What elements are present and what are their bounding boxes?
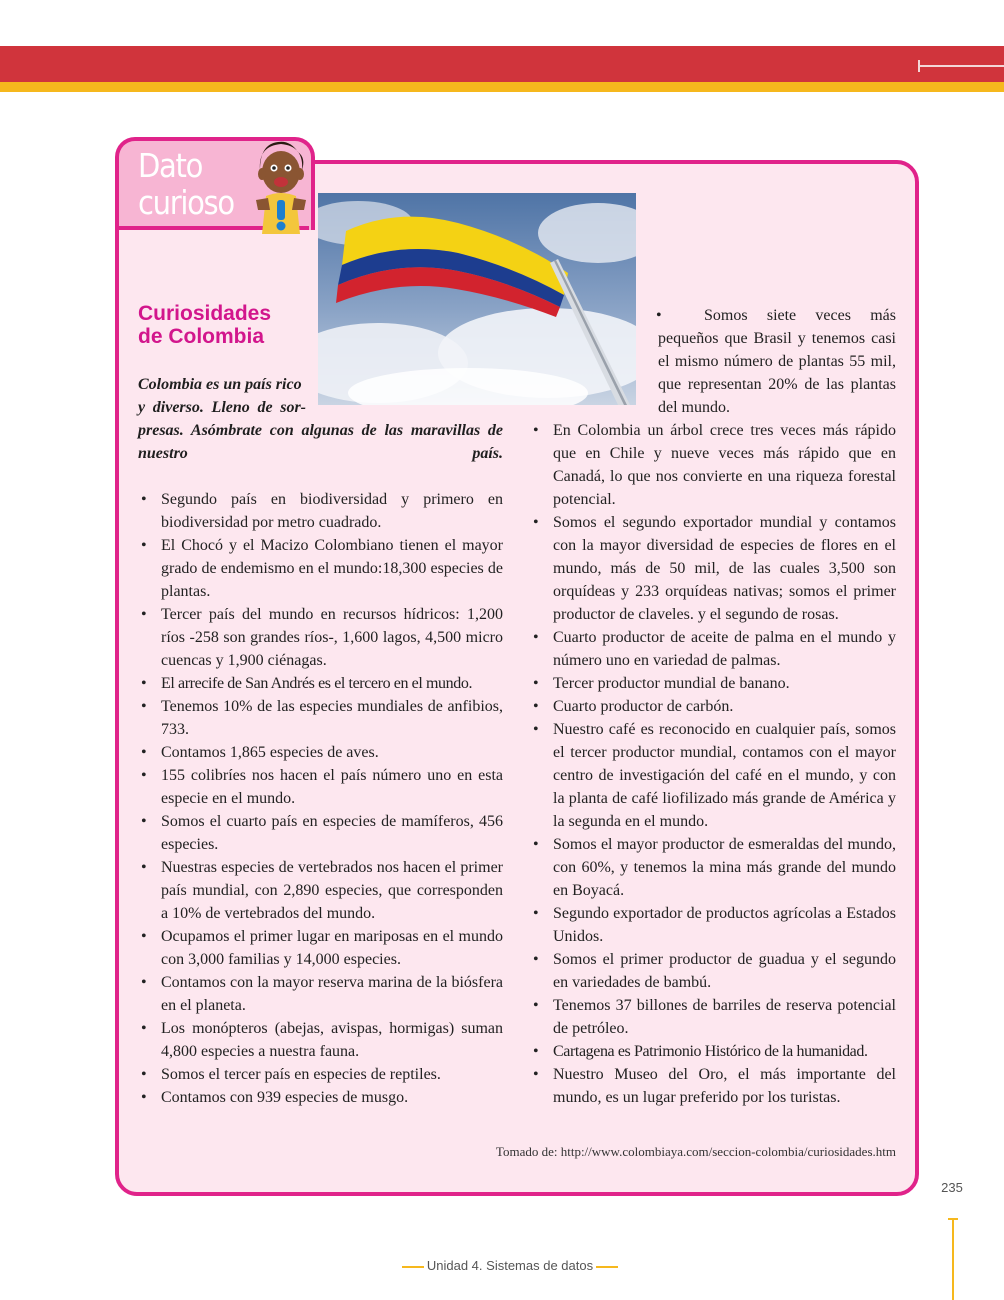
list-item: • Nuestro Museo del Oro, el más importante del mundo, es un lugar preferido por los turistas. (530, 1063, 896, 1109)
right-first-text: Somos siete veces más pequeños que Brasil y tenemos casi el mismo número de plantas 55 mil, que representan 20% de las plantas del mundo. (658, 307, 896, 416)
intro-rest: presas. Asómbrate con algunas de las maravillas de nuestro país. (138, 422, 503, 462)
list-item: • Tenemos 37 billones de barriles de reserva potencial de petróleo. (530, 994, 896, 1040)
list-item: • Ocupamos el primer lugar en mariposas en el mundo con 3,000 familias y 14,000 especies. (138, 925, 503, 971)
fact-tab-title-line2: curioso (138, 183, 234, 222)
right-fact-list (530, 419, 896, 1109)
fact-tab-title-line1: Dato (138, 146, 203, 185)
intro-line2: y diverso. Lleno de sor- (138, 399, 306, 416)
list-item: • En Colombia un árbol crece tres veces más rápido que en Chile y nueve veces más rápido que en Canadá, lo que nos convierte en una riqueza forestal potencial. (530, 419, 896, 511)
list-item: • Tercer país del mundo en recursos hídricos: 1,200 ríos -258 son grandes ríos-, 1,600 lagos, 4,500 micro cuencas y 1,900 ciénagas. (138, 603, 503, 672)
list-item: • El arrecife de San Andrés es el tercero en el mundo. (138, 672, 503, 695)
list-item: • Nuestro café es reconocido en cualquier país, somos el tercer productor mundial, contamos con el mayor centro de investigación del café en el mundo, y con la planta de café liofilizado más grande de América y la segunda en el mundo. (530, 718, 896, 833)
bullet-icon: • (656, 307, 662, 324)
list-item: • Contamos con la mayor reserva marina de la biósfera en el planeta. (138, 971, 503, 1017)
list-item: • Nuestras especies de vertebrados nos hacen el primer país mundial, con 2,890 especies, que corresponden a 10% de vertebrados del mundo. (138, 856, 503, 925)
list-item: • Somos el mayor productor de esmeraldas del mundo, con 60%, y tenemos la mina más grande del mundo en Boyacá. (530, 833, 896, 902)
article-heading-line1: Curiosidades (138, 302, 272, 325)
article-intro (138, 373, 503, 465)
list-item: • Cartagena es Patrimonio Histórico de la humanidad. (530, 1040, 896, 1063)
list-item: • Segundo exportador de productos agrícolas a Estados Unidos. (530, 902, 896, 948)
list-item: • Somos el tercer país en especies de reptiles. (138, 1063, 503, 1086)
footer-rule-left (402, 1266, 424, 1268)
fact-tab-title (138, 147, 252, 221)
list-item: • Tenemos 10% de las especies mundiales de anfibios, 733. (138, 695, 503, 741)
footer-unit-title: Sistemas de datos (486, 1258, 594, 1273)
article-heading (138, 302, 318, 348)
source-citation: Tomado de: http://www.colombiaya.com/seccion-colombia/curiosidades.htm (495, 1144, 896, 1159)
list-item: • Contamos 1,865 especies de aves. (138, 741, 503, 764)
child-mascot-icon (248, 138, 314, 238)
list-item: • Cuarto productor de carbón. (530, 695, 896, 718)
list-item: • Somos el cuarto país en especies de mamíferos, 456 especies. (138, 810, 503, 856)
list-item: • Segundo país en biodiversidad y primero en biodiversidad por metro cuadrado. (138, 488, 503, 534)
page-number: 235 (941, 1180, 963, 1195)
list-item: • El Chocó y el Macizo Colombiano tienen el mayor grado de endemismo en el mundo:18,300 especies de plantas. (138, 534, 503, 603)
header-yellow-band (0, 82, 1004, 92)
intro-line1: Colombia es un país rico (138, 376, 302, 393)
list-item: • Contamos con 939 especies de musgo. (138, 1086, 503, 1109)
list-item: • Los monópteros (abejas, avispas, hormigas) suman 4,800 especies a nuestra fauna. (138, 1017, 503, 1063)
footer-unit (360, 1258, 660, 1273)
list-item: • Somos el segundo exportador mundial y contamos con la mayor diversidad de especies de flores en el mundo, más de 50 mil, de las cuales 3,500 son orquídeas y 233 orquídeas nativas; somos el primer productor de claveles. y el segundo de rosas. (530, 511, 896, 626)
right-first-item (658, 304, 896, 419)
list-item: • Cuarto productor de aceite de palma en el mundo y número uno en variedad de palmas. (530, 626, 896, 672)
footer-unit-label: Unidad 4. (426, 1258, 483, 1273)
list-item: • Somos el primer productor de guadua y el segundo en variedades de bambú. (530, 948, 896, 994)
page-rule (952, 1218, 954, 1300)
footer-rule-right (596, 1266, 618, 1268)
header-red-band (0, 46, 1004, 82)
left-fact-list (138, 488, 503, 1109)
list-item: • 155 colibríes nos hacen el país número uno en esta especie en el mundo. (138, 764, 503, 810)
header-rule (918, 65, 1004, 67)
header-rule-tick (918, 60, 920, 72)
list-item: • Tercer productor mundial de banano. (530, 672, 896, 695)
article-heading-line2: de Colombia (138, 325, 265, 348)
